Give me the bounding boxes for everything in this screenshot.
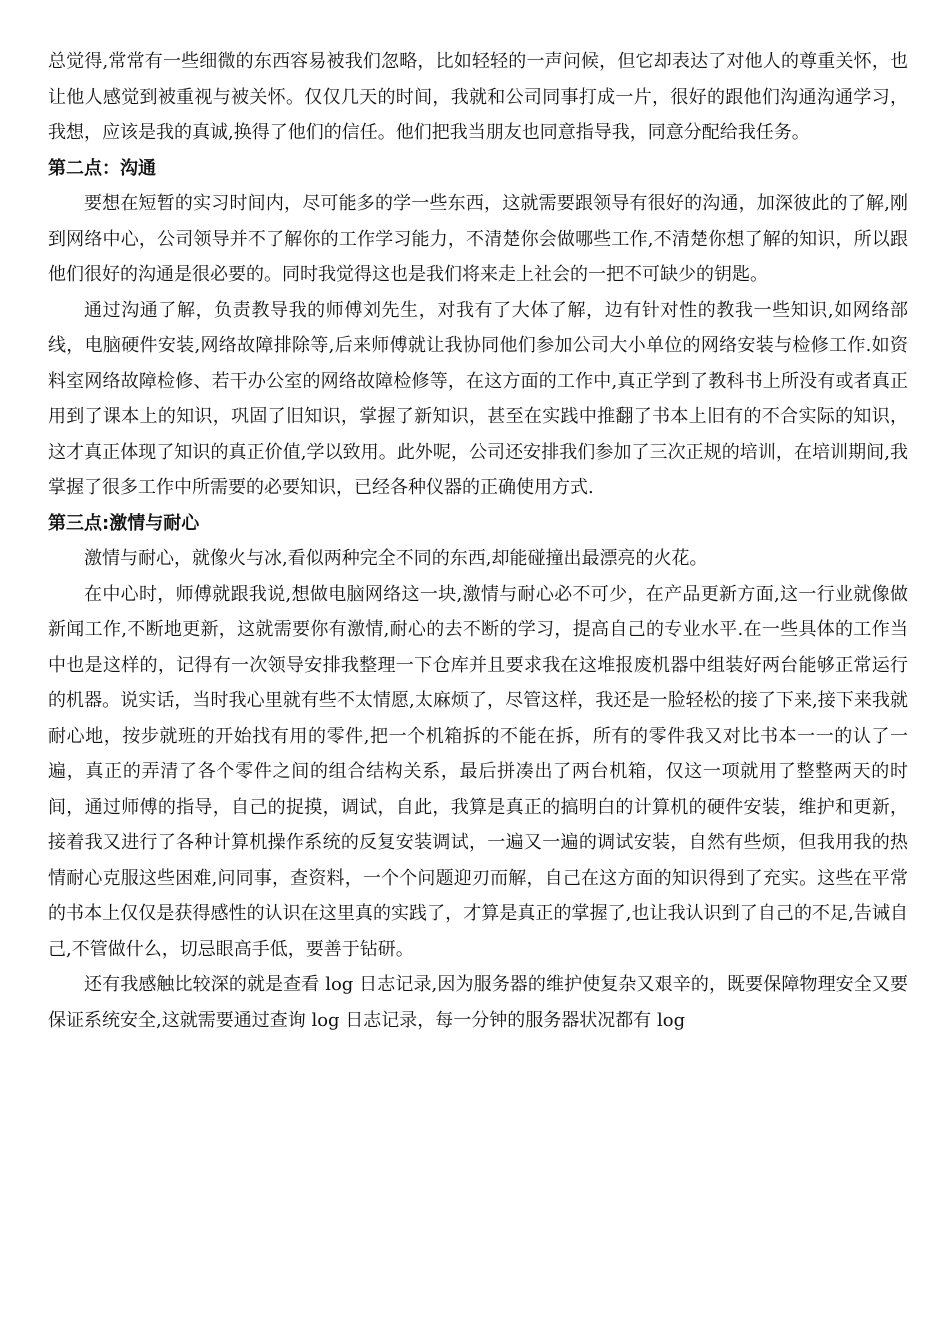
paragraph-intro: 总觉得,常常有一些细微的东西容易被我们忽略，比如轻轻的一声问候，但它却表达了对他人的尊重关怀，也让他人感觉到被重视与被关怀。仅仅几天的时间，我就和公司同事打成一片，很好的跟他们沟通沟通学习，我想，应该是我的真诚,换得了他们的信任。他们把我当朋友也同意指导我，同意分配给我任务。: [48, 51, 908, 143]
section-heading-communication: 第二点：沟通: [48, 157, 156, 179]
paragraph-communication-1: 要想在短暂的实习时间内，尽可能多的学一些东西，这就需要跟领导有很好的沟通，加深彼此的了解,刚到网络中心，公司领导并不了解你的工作学习能力，不清楚你会做哪些工作,不清楚你想了解的知识，所以跟他们很好的沟通是很必要的。同时我觉得这也是我们将来走上社会的一把不可缺少的钥匙。: [48, 193, 908, 285]
paragraph-log-records: 还有我感触比较深的就是查看 log 日志记录,因为服务器的维护使复杂又艰辛的，既要保障物理安全又要保证系统安全,这就需要通过查询 log 日志记录，每一分钟的服务器状况都有 log: [48, 974, 908, 1031]
paragraph-communication-2: 通过沟通了解，负责教导我的师傅刘先生，对我有了大体了解，边有针对性的教我一些知识,如网络部线，电脑硬件安装,网络故障排除等,后来师傅就让我协同他们参加公司大小单位的网络安装与检修工作.如资料室网络故障检修、若干办公室的网络故障检修等，在这方面的工作中,真正学到了教科书上所没有或者真正用到了课本上的知识，巩固了旧知识，掌握了新知识，甚至在实践中推翻了书本上旧有的不合实际的知识，这才真正体现了知识的真正价值,学以致用。此外呢，公司还安排我们参加了三次正规的培训，在培训期间,我掌握了很多工作中所需要的必要知识，已经各种仪器的正确使用方式.: [48, 299, 908, 498]
paragraph-passion-2: 在中心时，师傅就跟我说,想做电脑网络这一块,激情与耐心必不可少，在产品更新方面,这一行业就像做新闻工作,不断地更新，这就需要你有激情,耐心的去不断的学习，提高自己的专业水平.在一些具体的工作当中也是这样的，记得有一次领导安排我整理一下仓库并且要求我在这堆报废机器中组装好两台能够正常运行的机器。说实话，当时我心里就有些不太情愿,太麻烦了，尽管这样，我还是一脸轻松的接了下来,接下来我就耐心地，按步就班的开始找有用的零件,把一个机箱拆的不能在拆，所有的零件我又对比书本一一的认了一遍，真正的弄清了各个零件之间的组合结构关系，最后拼凑出了两台机箱，仅这一项就用了整整两天的时间，通过师傅的指导，自己的捉摸，调试，自此，我算是真正的搞明白的计算机的硬件安装，维护和更新，接着我又进行了各种计算机操作系统的反复安装调试，一遍又一遍的调试安装，自然有些烦，但我用我的热情耐心克服这些困难,问同事，查资料，一个个问题迎刃而解，自己在这方面的知识得到了充实。这些在平常的书本上仅仅是获得感性的认识在这里真的实践了，才算是真正的掌握了,也让我认识到了自己的不足,告诫自己,不管做什么，切忌眼高手低，要善于钻研。: [48, 583, 908, 960]
document-page: [48, 44, 908, 1038]
paragraph-passion-1: 激情与耐心，就像火与冰,看似两种完全不同的东西,却能碰撞出最漂亮的火花。: [84, 548, 708, 569]
section-heading-passion-patience: 第三点:激情与耐心: [48, 512, 200, 534]
